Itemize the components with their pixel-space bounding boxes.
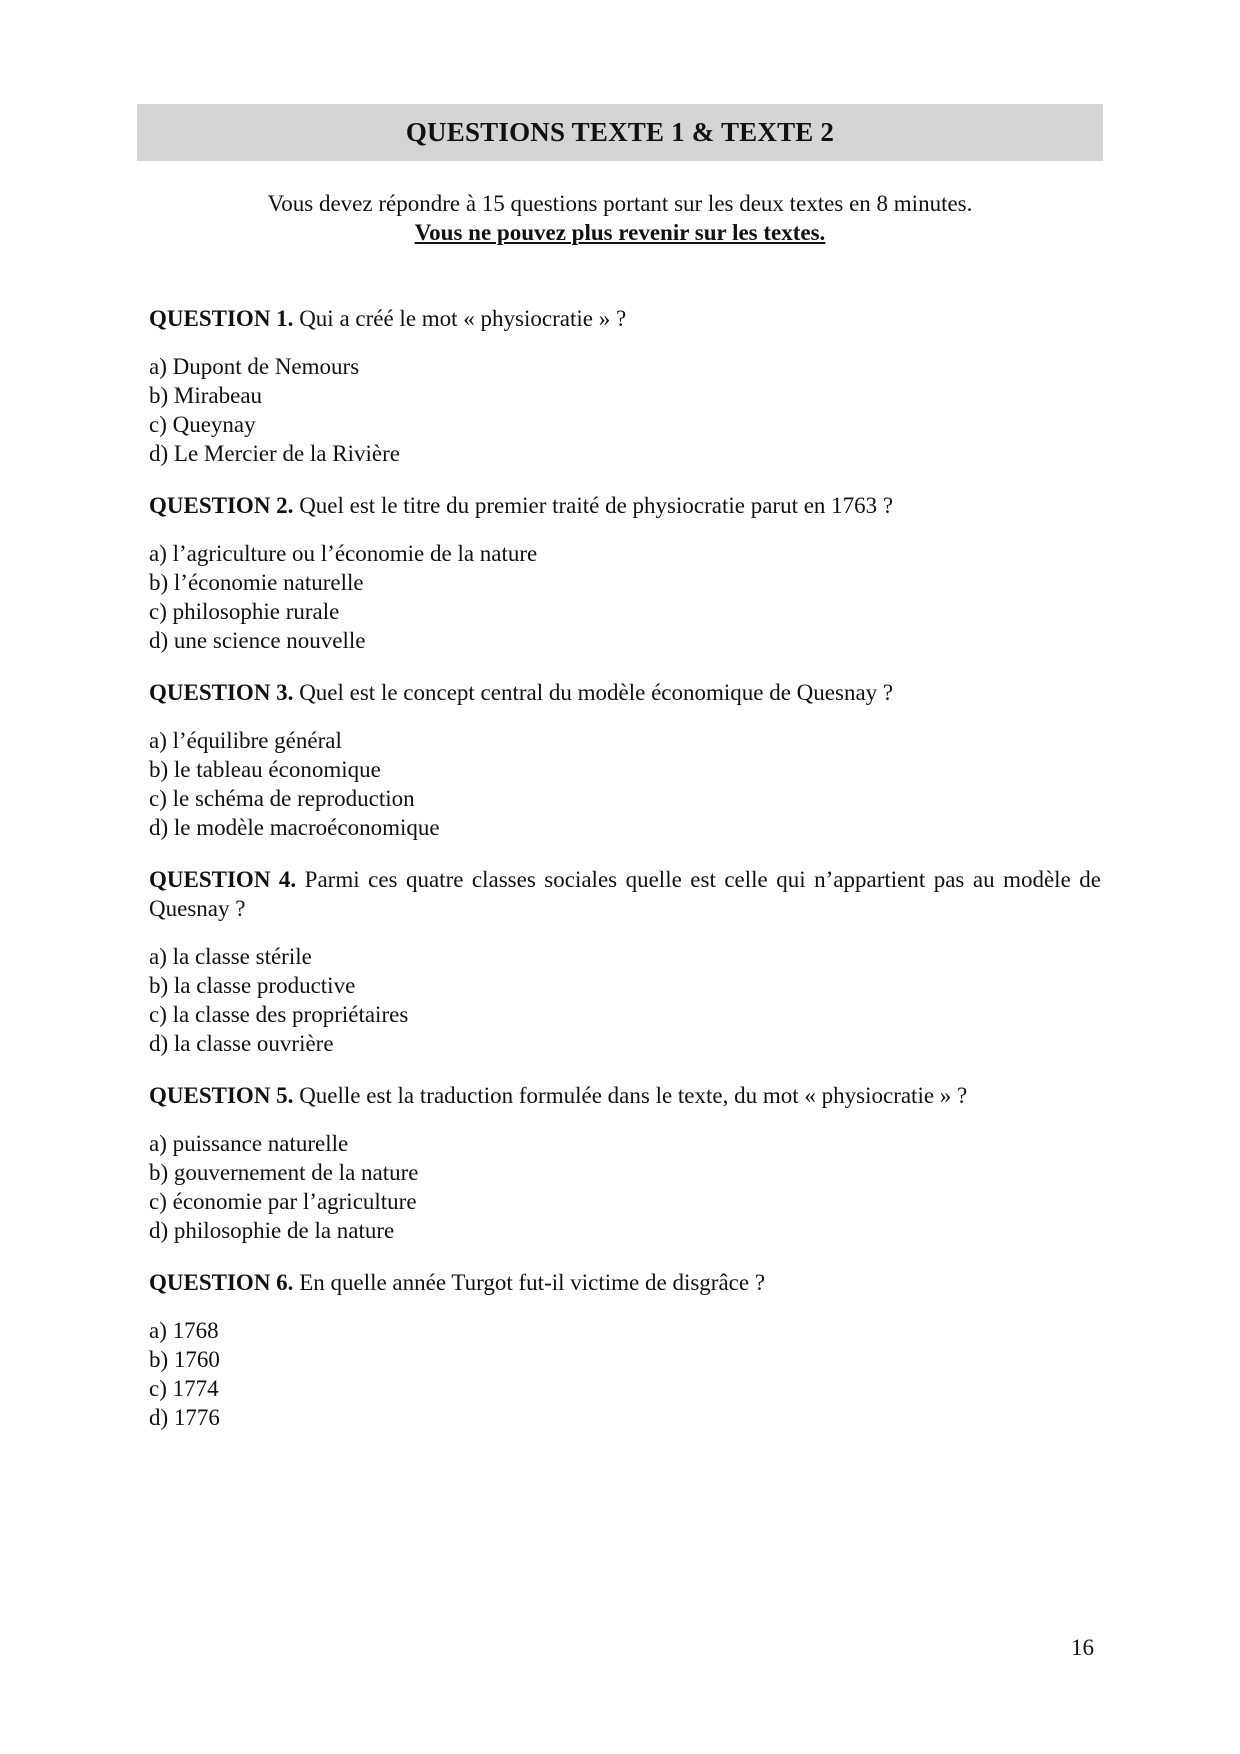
- question-stem: [149, 1268, 1101, 1297]
- answer-option-d[interactable]: d) la classe ouvrière: [149, 1031, 334, 1056]
- question-stem: [149, 678, 1101, 707]
- answer-options: [149, 352, 1101, 468]
- answer-options: [149, 1129, 1101, 1245]
- answer-option-b[interactable]: b) 1760: [149, 1347, 220, 1372]
- answer-option-c[interactable]: c) philosophie rurale: [149, 599, 340, 624]
- question-text: Quel est le concept central du modèle économique de Quesnay ?: [299, 680, 894, 705]
- question-2: [149, 491, 1101, 655]
- answer-options: [149, 726, 1101, 842]
- answer-option-b[interactable]: b) le tableau économique: [149, 757, 381, 782]
- answer-option-c[interactable]: c) 1774: [149, 1376, 219, 1401]
- question-6: [149, 1268, 1101, 1432]
- question-1: [149, 304, 1101, 468]
- answer-option-a[interactable]: a) l’agriculture ou l’économie de la nature: [149, 541, 538, 566]
- question-5: [149, 1081, 1101, 1245]
- page-number: 16: [1071, 1635, 1094, 1660]
- question-label: QUESTION 5.: [149, 1083, 294, 1108]
- question-text: Quelle est la traduction formulée dans le texte, du mot « physiocratie » ?: [299, 1083, 968, 1108]
- question-list: [149, 304, 1101, 1455]
- question-3: [149, 678, 1101, 842]
- question-label: QUESTION 3.: [149, 680, 294, 705]
- answer-option-b[interactable]: b) l’économie naturelle: [149, 570, 364, 595]
- answer-option-d[interactable]: d) Le Mercier de la Rivière: [149, 441, 400, 466]
- question-stem: [149, 865, 1101, 923]
- answer-options: [149, 1316, 1101, 1432]
- question-label: QUESTION 1.: [149, 306, 294, 331]
- question-label: QUESTION 4.: [149, 867, 297, 892]
- answer-option-a[interactable]: a) puissance naturelle: [149, 1131, 349, 1156]
- answer-option-a[interactable]: a) l’équilibre général: [149, 728, 342, 753]
- answer-option-b[interactable]: b) gouvernement de la nature: [149, 1160, 419, 1185]
- question-text: Parmi ces quatre classes sociales quelle est celle qui n’appartient pas au modèle de Quesnay ?: [149, 867, 1101, 921]
- answer-option-d[interactable]: d) une science nouvelle: [149, 628, 366, 653]
- answer-option-a[interactable]: a) 1768: [149, 1318, 219, 1343]
- question-stem: [149, 304, 1101, 333]
- warning-text: Vous ne pouvez plus revenir sur les textes.: [414, 220, 826, 245]
- section-title-bar: [137, 104, 1103, 161]
- question-text: En quelle année Turgot fut-il victime de disgrâce ?: [299, 1270, 766, 1295]
- question-label: QUESTION 2.: [149, 493, 294, 518]
- answer-option-c[interactable]: c) le schéma de reproduction: [149, 786, 415, 811]
- instruction-text: Vous devez répondre à 15 questions portant sur les deux textes en 8 minutes.: [267, 191, 973, 216]
- question-text: Quel est le titre du premier traité de physiocratie parut en 1763 ?: [299, 493, 894, 518]
- answer-option-c[interactable]: c) la classe des propriétaires: [149, 1002, 409, 1027]
- page-title: QUESTIONS TEXTE 1 & TEXTE 2: [405, 117, 835, 147]
- answer-option-c[interactable]: c) Queynay: [149, 412, 256, 437]
- question-label: QUESTION 6.: [149, 1270, 294, 1295]
- question-text: Qui a créé le mot « physiocratie » ?: [299, 306, 627, 331]
- answer-options: [149, 539, 1101, 655]
- answer-option-c[interactable]: c) économie par l’agriculture: [149, 1189, 417, 1214]
- answer-option-d[interactable]: d) philosophie de la nature: [149, 1218, 395, 1243]
- answer-option-d[interactable]: d) 1776: [149, 1405, 220, 1430]
- question-stem: [149, 1081, 1101, 1110]
- answer-option-d[interactable]: d) le modèle macroéconomique: [149, 815, 440, 840]
- question-stem: [149, 491, 1101, 520]
- instructions: [137, 189, 1103, 247]
- answer-option-b[interactable]: b) la classe productive: [149, 973, 356, 998]
- question-4: [149, 865, 1101, 1058]
- answer-option-b[interactable]: b) Mirabeau: [149, 383, 263, 408]
- answer-option-a[interactable]: a) Dupont de Nemours: [149, 354, 360, 379]
- answer-option-a[interactable]: a) la classe stérile: [149, 944, 312, 969]
- answer-options: [149, 942, 1101, 1058]
